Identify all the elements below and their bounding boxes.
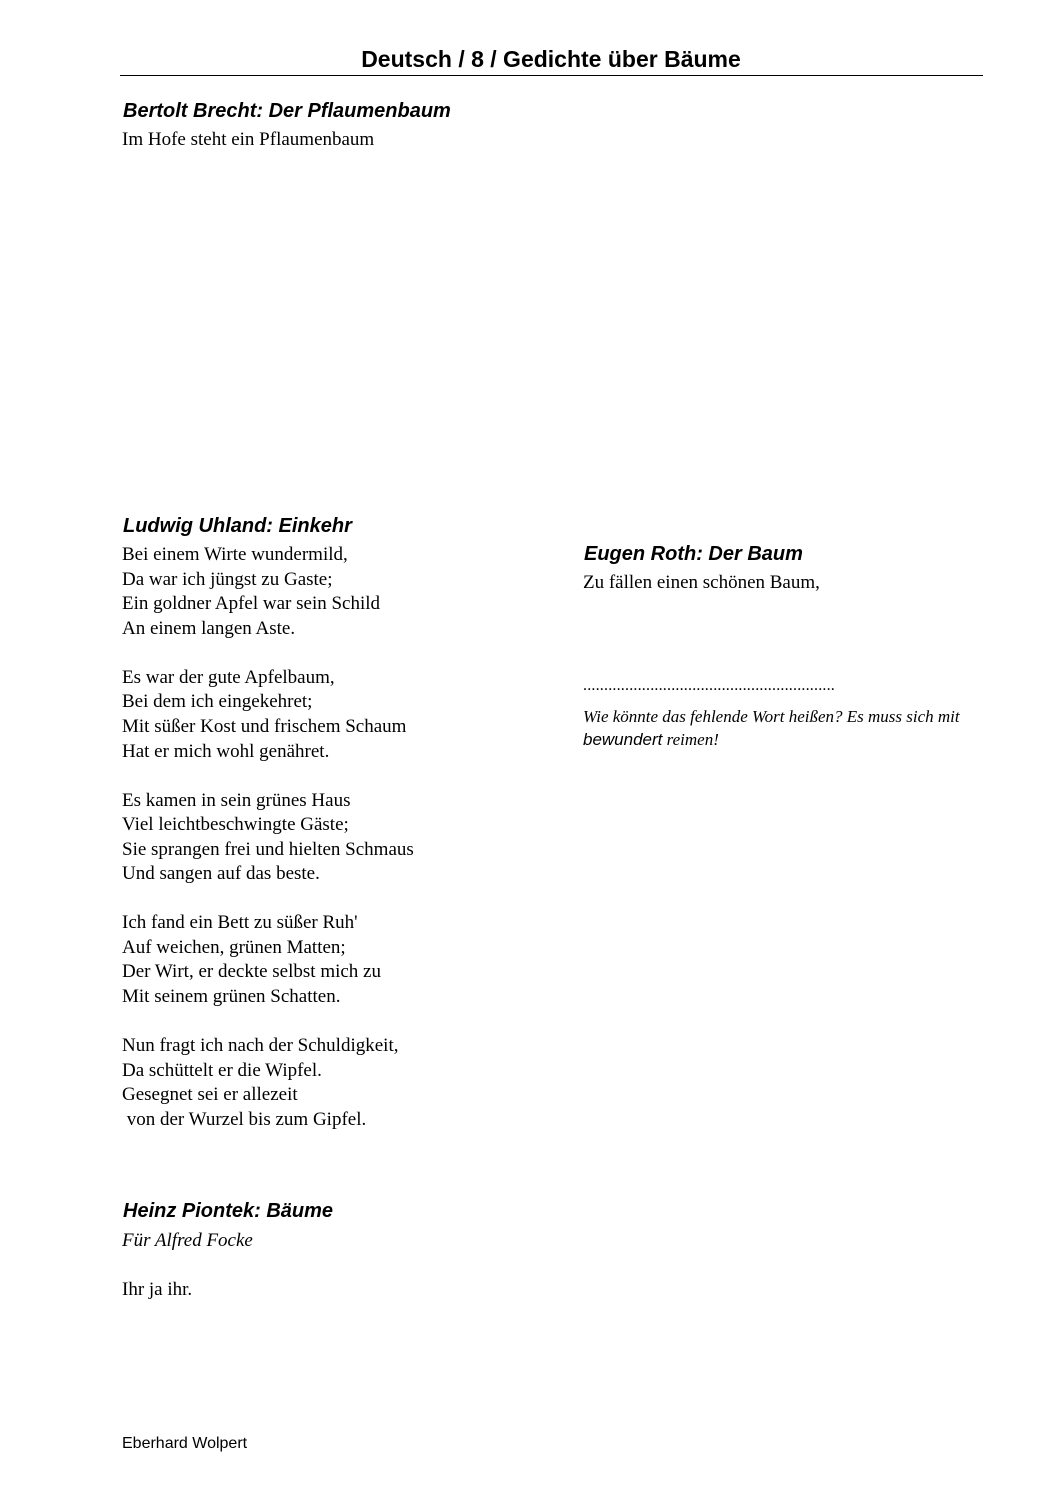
stanza (122, 666, 414, 764)
poem-line: Es war der gute Apfelbaum, (122, 666, 335, 688)
poem-line: Mit süßer Kost und frischem Schaum (122, 715, 407, 737)
poem-line-roth: Zu fällen einen schönen Baum, (583, 572, 820, 593)
task-hint-text: Wie könnte das fehlende Wort heißen? Es muss sich mit (583, 707, 960, 726)
poem-body-uhland (122, 543, 414, 1132)
stanza (122, 1034, 414, 1132)
page-title: Deutsch / 8 / Gedichte über Bäume (361, 46, 741, 72)
poem-line: Es kamen in sein grünes Haus (122, 789, 351, 811)
poem-title-uhland: Ludwig Uhland: Einkehr (123, 515, 352, 537)
task-hint (583, 705, 973, 751)
poem-line: Viel leichtbeschwingte Gäste; (122, 814, 349, 836)
poem-line: Bei einem Wirte wundermild, (122, 544, 348, 565)
poem-title-roth: Eugen Roth: Der Baum (584, 543, 803, 565)
poem-line: An einem langen Aste. (122, 617, 296, 639)
poem-line-brecht: Im Hofe steht ein Pflaumenbaum (122, 129, 375, 150)
stanza (122, 789, 414, 887)
poem-line: Sie sprangen frei und hielten Schmaus (122, 838, 414, 860)
poem-title-brecht: Bertolt Brecht: Der Pflaumenbaum (123, 100, 451, 122)
poem-line: Ich fand ein Bett zu süßer Ruh' (122, 912, 358, 934)
poem-line: Nun fragt ich nach der Schuldigkeit, (122, 1035, 399, 1057)
poem-line: von der Wurzel bis zum Gipfel. (122, 1108, 367, 1130)
stanza (122, 543, 414, 641)
poem-line-piontek: Ihr ja ihr. (122, 1279, 193, 1300)
poem-title-piontek: Heinz Piontek: Bäume (123, 1200, 334, 1222)
poem-line: Mit seinem grünen Schatten. (122, 986, 341, 1008)
poem-line: Da schüttelt er die Wipfel. (122, 1059, 322, 1081)
poem-line: Bei dem ich eingekehret; (122, 691, 313, 713)
poem-line: Der Wirt, er deckte selbst mich zu (122, 961, 381, 983)
poem-line: Gesegnet sei er allezeit (122, 1084, 298, 1106)
footer-author: Eberhard Wolpert (122, 1435, 248, 1452)
answer-blank: ............................................................ (583, 677, 835, 694)
title-rule (120, 75, 983, 76)
poem-line: Hat er mich wohl genähret. (122, 740, 330, 762)
task-hint-text-end: reimen! (666, 730, 719, 749)
poem-dedication: Für Alfred Focke (122, 1230, 253, 1251)
poem-line: Und sangen auf das beste. (122, 863, 320, 885)
rhyme-word: bewundert (583, 730, 663, 749)
poem-line: Da war ich jüngst zu Gaste; (122, 568, 333, 590)
stanza (122, 911, 414, 1009)
poem-line: Ein goldner Apfel war sein Schild (122, 593, 381, 615)
poem-line: Auf weichen, grünen Matten; (122, 936, 346, 958)
